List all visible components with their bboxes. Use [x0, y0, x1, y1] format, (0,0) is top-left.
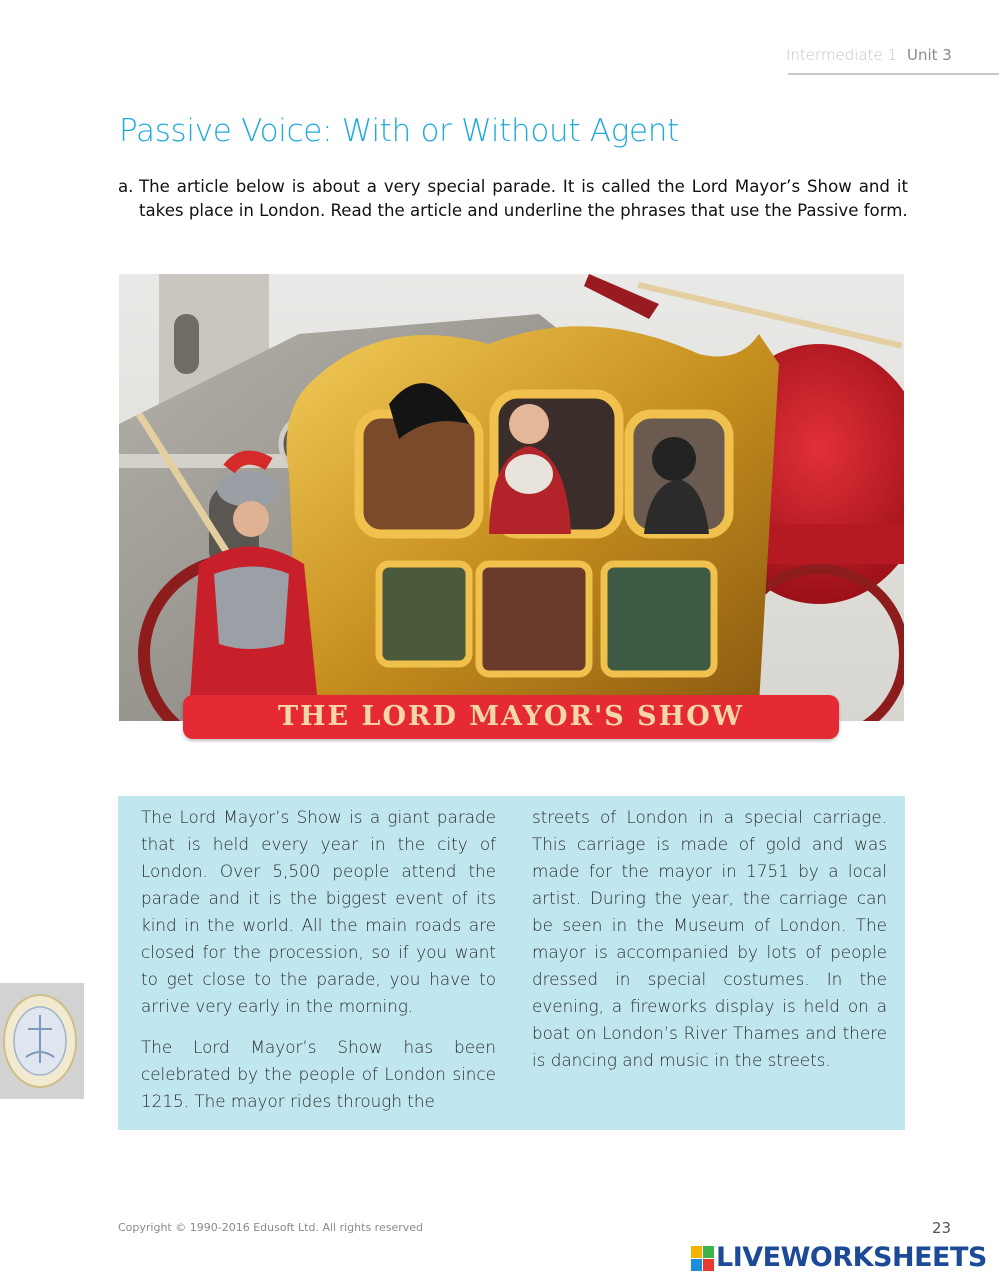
article-paragraph: The Lord Mayor’s Show is a giant parade that is held every year in the city of London. Over 5,500 people attend the parade and it is the biggest event of its kind in the world. All the main roads are closed for the procession, so if you want to get close to the parade, you have to arrive very early in the morning. [141, 807, 496, 1016]
copyright-notice: Copyright © 1990-2016 Edusoft Ltd. All rights reserved [118, 1221, 424, 1234]
page-title: Passive Voice: With or Without Agent [119, 113, 679, 149]
article-column-left [141, 804, 496, 1115]
photo-caption-banner [183, 695, 839, 739]
header-divider [788, 73, 999, 75]
banner-title: THE LORD MAYOR'S SHOW [277, 701, 745, 732]
course-level: Intermediate 1 [786, 46, 898, 64]
unit-label: Unit 3 [907, 46, 952, 64]
page-number: 23 [932, 1219, 952, 1237]
instruction-text: The article below is about a very special parade. It is called the Lord Mayor’s Show and it takes place in London. Read the article and underline the phrases that use the Passive form. [139, 177, 908, 220]
article-paragraph: The Lord Mayor’s Show has been celebrated by the people of London since 1215. The mayor rides through the [141, 1037, 496, 1111]
article-column-right [532, 804, 887, 1074]
exercise-instruction [118, 175, 908, 223]
parade-photo [119, 274, 904, 721]
article-paragraph: streets of London in a special carriage. This carriage is made of gold and was made for the mayor in 1751 by a local artist. During the year, the carriage can be seen in the Museum of London. The mayor is accompanied by lots of people dressed in special costumes. In the evening, a fireworks display is held on a boat on London’s River Thames and there is dancing and music in the streets. [532, 807, 887, 1070]
article-box [118, 796, 905, 1130]
liveworksheets-logo-icon [691, 1246, 715, 1272]
exercise-label: a. [118, 177, 134, 196]
university-seal [0, 983, 84, 1099]
liveworksheets-brand[interactable]: LIVEWORKSHEETS [716, 1242, 987, 1273]
gold-carriage-illustration [119, 274, 904, 721]
